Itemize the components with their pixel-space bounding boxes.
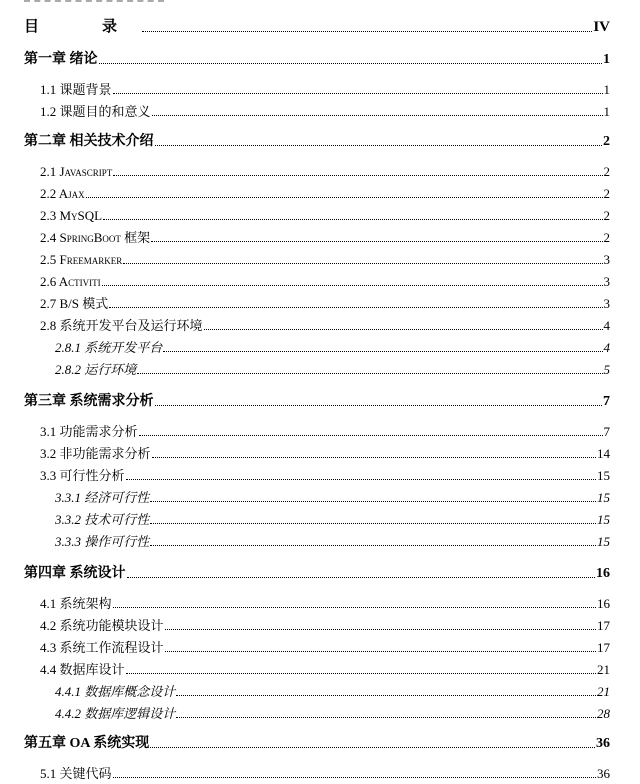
dot-leader [113, 777, 596, 778]
entry-page: 4 [603, 318, 610, 333]
entry-page: 3 [603, 252, 610, 267]
entry-label: 2.3 MySQL [40, 208, 103, 223]
entry-label: 3.3.1 经济可行性 [55, 490, 150, 505]
entry-page: 17 [597, 640, 610, 655]
entry-page: 15 [597, 512, 610, 527]
dot-leader [113, 93, 603, 94]
dot-leader [176, 695, 596, 696]
toc-entry[interactable] [24, 390, 610, 410]
dot-leader [165, 629, 596, 630]
toc-entry[interactable] [40, 442, 610, 462]
entry-label: 3.3.2 技术可行性 [55, 512, 150, 527]
entry-page: 2 [603, 134, 610, 149]
entry-label: 3.2 非功能需求分析 [40, 446, 151, 461]
entry-page: 2 [603, 186, 610, 201]
dot-leader [127, 577, 596, 578]
dot-leader [139, 435, 603, 436]
dot-leader [142, 31, 592, 32]
entry-page: 2 [603, 230, 610, 245]
entry-label: 4.4 数据库设计 [40, 662, 125, 677]
entry-label: 2.2 Ajax [40, 186, 85, 201]
dot-leader [99, 63, 603, 64]
dot-leader [150, 747, 595, 748]
entry-page: 21 [597, 684, 610, 699]
entry-label: 2.5 Freemarker [40, 252, 123, 267]
entry-page: 1 [603, 104, 610, 119]
entry-label: 第四章 系统设计 [24, 566, 126, 581]
dot-leader [176, 717, 596, 718]
dot-leader [126, 673, 596, 674]
entry-label: 3.1 功能需求分析 [40, 424, 138, 439]
entry-page: 16 [596, 566, 610, 581]
dot-leader [155, 145, 603, 146]
entry-page: 15 [597, 490, 610, 505]
toc-entry[interactable] [55, 702, 610, 722]
entry-page: 3 [603, 274, 610, 289]
toc-entry[interactable] [55, 336, 610, 356]
dot-leader [113, 175, 602, 176]
toc-title: 目 录 [24, 19, 142, 35]
entry-page: 4 [603, 340, 610, 355]
entry-label: 1.2 课题目的和意义 [40, 104, 151, 119]
dot-leader [137, 373, 602, 374]
entry-label: 1.1 课题背景 [40, 82, 112, 97]
toc-entry[interactable] [40, 270, 610, 290]
toc-entry[interactable] [40, 160, 610, 180]
dot-leader [123, 263, 602, 264]
toc-entry[interactable] [40, 204, 610, 224]
dot-leader [103, 219, 602, 220]
entry-label: 4.3 系统工作流程设计 [40, 640, 164, 655]
top-rule [24, 0, 164, 2]
toc-page: IV [593, 19, 610, 35]
dot-leader [126, 479, 596, 480]
entry-page: 21 [597, 662, 610, 677]
entry-label: 4.1 系统架构 [40, 596, 112, 611]
entry-label: 3.3.3 操作可行性 [55, 534, 150, 549]
dot-leader [152, 457, 596, 458]
dot-leader [151, 241, 602, 242]
entry-page: 1 [603, 82, 610, 97]
toc-entry[interactable] [40, 248, 610, 268]
toc-entry[interactable] [40, 420, 610, 440]
entry-page: 7 [603, 424, 610, 439]
toc-entry[interactable] [40, 78, 610, 98]
toc-entry[interactable] [40, 314, 610, 334]
toc-entry[interactable] [55, 508, 610, 528]
dot-leader [150, 545, 596, 546]
dot-leader [113, 607, 596, 608]
entry-page: 3 [603, 296, 610, 311]
entry-label: 2.7 B/S 模式 [40, 296, 109, 311]
entry-label: 2.8.2 运行环境 [55, 362, 137, 377]
toc-entry[interactable] [40, 226, 610, 246]
dot-leader [163, 351, 602, 352]
entry-label: 第一章 绪论 [24, 52, 98, 67]
dot-leader [165, 651, 596, 652]
entry-page: 36 [597, 766, 610, 781]
toc-entry[interactable] [24, 48, 610, 68]
entry-page: 1 [603, 52, 610, 67]
dot-leader [204, 329, 603, 330]
entry-page: 36 [596, 736, 610, 751]
entry-page: 7 [603, 394, 610, 409]
dot-leader [102, 285, 603, 286]
entry-label: 5.1 关键代码 [40, 766, 112, 781]
entry-page: 17 [597, 618, 610, 633]
toc-entry[interactable] [40, 464, 610, 484]
dot-leader [152, 115, 603, 116]
toc-entry[interactable] [24, 130, 610, 150]
entry-label: 2.4 SpringBoot 框架 [40, 230, 151, 245]
toc-entry[interactable] [55, 486, 610, 506]
dot-leader [109, 307, 602, 308]
dot-leader [150, 501, 596, 502]
entry-page: 15 [597, 468, 610, 483]
entry-page: 2 [603, 164, 610, 179]
entry-label: 2.1 Javascript [40, 164, 113, 179]
entry-label: 2.8 系统开发平台及运行环境 [40, 318, 203, 333]
entry-label: 第二章 相关技术介绍 [24, 134, 154, 149]
entry-label: 4.4.1 数据库概念设计 [55, 684, 176, 699]
entry-label: 2.6 Activiti [40, 274, 101, 289]
entry-label: 第五章 OA 系统实现 [24, 736, 150, 751]
entry-page: 16 [597, 596, 610, 611]
toc-entry[interactable] [40, 182, 610, 202]
entry-page: 5 [603, 362, 610, 377]
dot-leader [150, 523, 596, 524]
entry-label: 3.3 可行性分析 [40, 468, 125, 483]
entry-label: 4.2 系统功能模块设计 [40, 618, 164, 633]
entry-page: 15 [597, 534, 610, 549]
toc-entry[interactable] [40, 636, 610, 656]
dot-leader [86, 197, 603, 198]
entry-label: 4.4.2 数据库逻辑设计 [55, 706, 176, 721]
toc-entry[interactable] [40, 592, 610, 612]
entry-label: 第三章 系统需求分析 [24, 394, 154, 409]
toc-entry[interactable] [40, 762, 610, 782]
toc-entry[interactable] [40, 292, 610, 312]
toc-entry[interactable] [24, 732, 610, 752]
toc-entry[interactable] [40, 658, 610, 678]
toc-entry[interactable] [55, 358, 610, 378]
entry-page: 2 [603, 208, 610, 223]
entry-page: 28 [597, 706, 610, 721]
toc-entry[interactable] [40, 614, 610, 634]
toc-entry[interactable] [40, 100, 610, 120]
toc-entry[interactable] [24, 562, 610, 582]
toc-entry[interactable] [55, 680, 610, 700]
toc-entry[interactable] [55, 530, 610, 550]
toc-title-row[interactable] [24, 16, 610, 36]
entry-page: 14 [597, 446, 610, 461]
dot-leader [155, 405, 603, 406]
entry-label: 2.8.1 系统开发平台 [55, 340, 163, 355]
